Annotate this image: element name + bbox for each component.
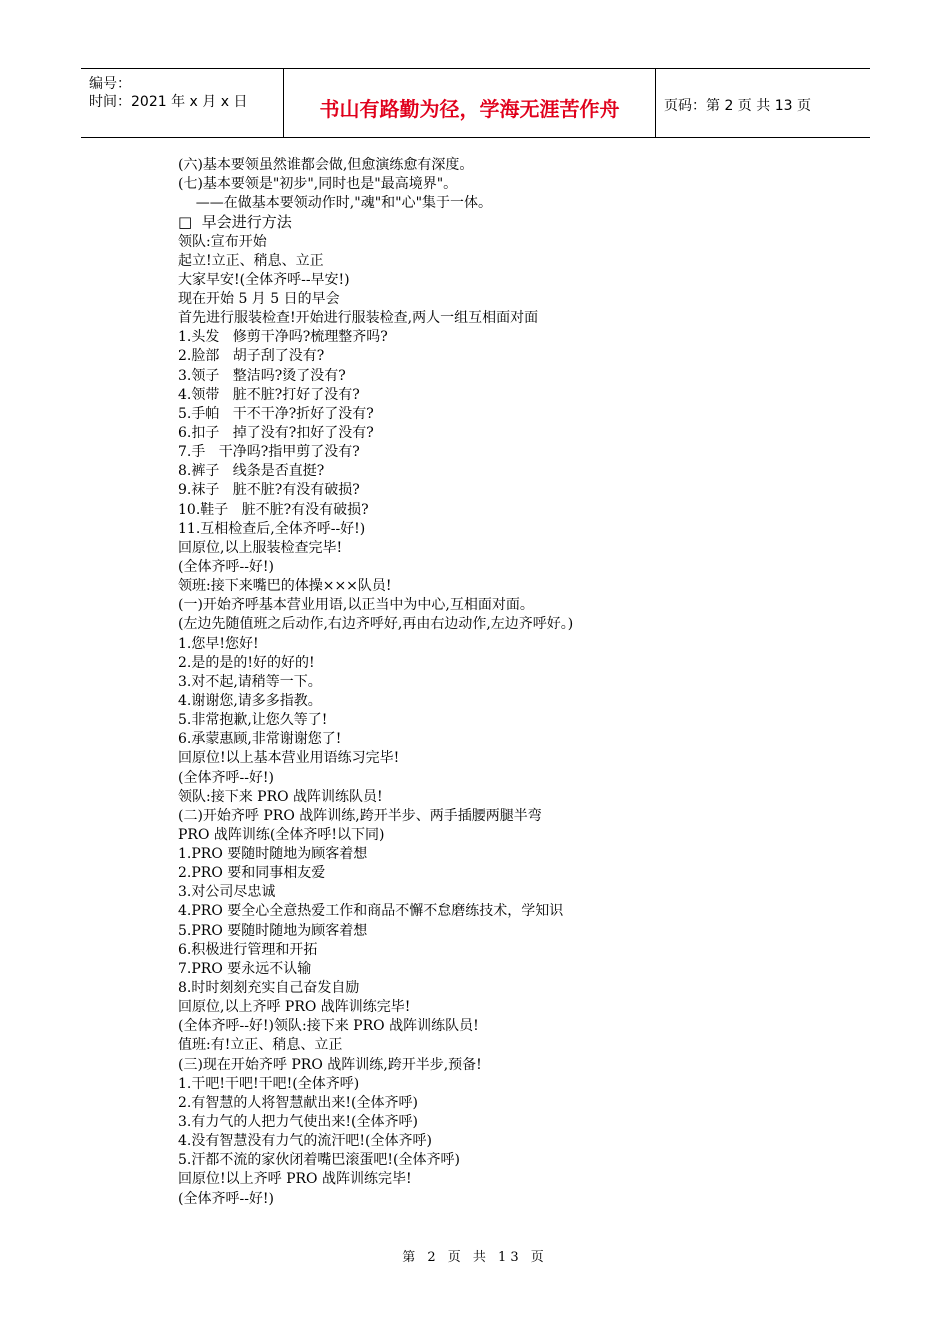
text-line: 回原位,以上服装检查完毕! xyxy=(178,539,343,556)
document-body xyxy=(178,156,778,1209)
text-line: 8.裤子 线条是否直挺? xyxy=(178,463,325,480)
text-line: 大家早安!(全体齐呼--早安!) xyxy=(178,271,350,288)
text-line: (全体齐呼--好!) xyxy=(178,558,275,575)
text-line: 领队:接下来 PRO 战阵训练队员! xyxy=(178,788,383,805)
page-info: 页码：第 2 页 共 13 页 xyxy=(664,98,811,114)
text-line: 3.对不起,请稍等一下。 xyxy=(178,673,322,690)
text-line: 10.鞋子 脏不脏?有没有破损? xyxy=(178,501,369,518)
text-line: 1.头发 修剪干净吗?梳理整齐吗? xyxy=(178,329,388,346)
text-line: ——在做基本要领动作时,"魂"和"心"集于一体。 xyxy=(178,195,493,212)
section-heading: □ 早会进行方法 xyxy=(178,213,292,232)
text-line: 1.干吧!干吧!干吧!(全体齐呼) xyxy=(178,1075,360,1092)
page-header xyxy=(81,68,870,138)
code-label: 编号： xyxy=(89,76,131,92)
text-line: 领班:接下来嘴巴的体操×××队员! xyxy=(178,578,392,595)
text-line: 2.有智慧的人将智慧献出来!(全体齐呼) xyxy=(178,1094,418,1111)
text-line: 回原位!以上基本营业用语练习完毕! xyxy=(178,750,400,767)
motto-text: 书山有路勤为径，学海无涯苦作舟 xyxy=(319,97,620,121)
text-line: 回原位,以上齐呼 PRO 战阵训练完毕! xyxy=(178,999,411,1016)
text-line: 8.时时刻刻充实自己奋发自励 xyxy=(178,980,360,997)
text-line: 首先进行服装检查!开始进行服装检查,两人一组互相面对面 xyxy=(178,310,539,327)
page-footer xyxy=(0,1246,950,1265)
text-line: 4.领带 脏不脏?打好了没有? xyxy=(178,386,360,403)
text-line: 5.非常抱歉,让您久等了! xyxy=(178,712,328,729)
text-line: 4.PRO 要全心全意热爱工作和商品不懈不怠磨练技术，学知识 xyxy=(178,903,564,920)
text-line: 4.谢谢您,请多多指教。 xyxy=(178,692,322,709)
text-line: 6.积极进行管理和开拓 xyxy=(178,941,318,958)
text-line: 6.扣子 掉了没有?扣好了没有? xyxy=(178,424,374,441)
text-line: 2.是的是的!好的好的! xyxy=(178,654,315,671)
text-line: 6.承蒙惠顾,非常谢谢您了! xyxy=(178,731,342,748)
text-line: (全体齐呼--好!) xyxy=(178,769,275,786)
text-line: 领队:宣布开始 xyxy=(178,233,267,250)
text-line: 9.袜子 脏不脏?有没有破损? xyxy=(178,482,360,499)
text-line: 11.互相检查后,全体齐呼--好!) xyxy=(178,520,366,537)
footer-page-number: 第 2 页 共 13 页 xyxy=(402,1250,548,1265)
text-line: (一)开始齐呼基本营业用语,以正当中为中心,互相面对面。 xyxy=(178,597,534,614)
header-motto-cell xyxy=(284,69,656,137)
text-line: (全体齐呼--好!) xyxy=(178,1190,275,1207)
text-line: 4.没有智慧没有力气的流汗吧!(全体齐呼) xyxy=(178,1133,432,1150)
text-line: (六)基本要领虽然谁都会做,但愈演练愈有深度。 xyxy=(178,157,474,173)
text-line: (全体齐呼--好!)领队:接下来 PRO 战阵训练队员! xyxy=(178,1018,479,1035)
text-line: 3.有力气的人把力气使出来!(全体齐呼) xyxy=(178,1114,418,1131)
header-page-cell xyxy=(656,69,870,137)
text-line: 值班:有!立正、稍息、立正 xyxy=(178,1037,343,1054)
text-line: 2.脸部 胡子刮了没有? xyxy=(178,348,325,365)
text-line: (三)现在开始齐呼 PRO 战阵训练,跨开半步,预备! xyxy=(178,1056,482,1073)
text-line: 现在开始 5 月 5 日的早会 xyxy=(178,290,340,307)
text-line: 5.PRO 要随时随地为顾客着想 xyxy=(178,922,368,939)
text-line: PRO 战阵训练(全体齐呼!以下同) xyxy=(178,826,385,843)
text-line: 7.手 干净吗?指甲剪了没有? xyxy=(178,444,360,461)
text-line: (七)基本要领是"初步",同时也是"最高境界"。 xyxy=(178,176,458,193)
text-line: 回原位!以上齐呼 PRO 战阵训练完毕! xyxy=(178,1171,412,1188)
text-line: (左边先随值班之后动作,右边齐呼好,再由右边动作,左边齐呼好。) xyxy=(178,616,574,633)
text-line: 2.PRO 要和同事相友爱 xyxy=(178,865,326,882)
text-line: 7.PRO 要永远不认输 xyxy=(178,960,312,977)
text-line: 5.手帕 干不干净?折好了没有? xyxy=(178,405,374,422)
header-meta-cell xyxy=(81,69,284,137)
date-label: 时间：2021 年 x 月 x 日 xyxy=(89,94,248,110)
text-line: 3.领子 整洁吗?烫了没有? xyxy=(178,367,346,384)
text-line: 5.汗都不流的家伙闭着嘴巴滚蛋吧!(全体齐呼) xyxy=(178,1152,460,1169)
text-line: 1.PRO 要随时随地为顾客着想 xyxy=(178,846,368,863)
text-line: 1.您早!您好! xyxy=(178,635,259,652)
text-line: 起立!立正、稍息、立正 xyxy=(178,252,324,269)
text-line: (二)开始齐呼 PRO 战阵训练,跨开半步、两手插腰两腿半弯 xyxy=(178,807,542,824)
text-line: 3.对公司尽忠诚 xyxy=(178,884,276,901)
